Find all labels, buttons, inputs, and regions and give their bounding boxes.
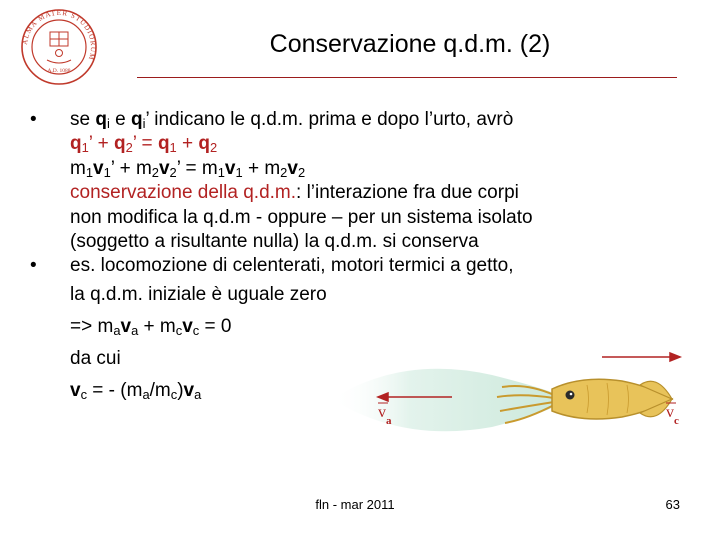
vc-letter: v: [666, 404, 674, 421]
text-span: : l’interazione fra due corpi: [296, 182, 519, 204]
text-span: ’ + m: [110, 157, 152, 179]
text-span: ’ =: [132, 133, 158, 155]
text-span: = - (m: [87, 379, 143, 401]
velocity-vector-vc: [602, 353, 680, 361]
equation-mass-velocity: [30, 157, 710, 181]
text-span: = 0: [199, 315, 232, 337]
bullet-1-line-5: non modifica la q.d.m - oppure – per un sistema isolato: [70, 206, 533, 228]
va-letter: v: [378, 404, 386, 421]
subscript: 2: [210, 140, 218, 156]
squid-eye: [566, 391, 575, 400]
subscript: 2: [297, 165, 306, 181]
subscript: i: [142, 116, 146, 132]
symbol-v: v: [183, 379, 195, 401]
slide-title: Conservazione q.d.m. (2): [269, 30, 551, 58]
subscript: c: [175, 323, 183, 339]
symbol-q: q: [70, 133, 82, 155]
university-seal-logo: [20, 8, 98, 86]
text-span: => m: [70, 315, 114, 337]
symbol-v: v: [224, 157, 236, 179]
bullet-2-line-1: [30, 254, 710, 278]
subscript: 2: [125, 140, 133, 156]
subscript: a: [142, 387, 150, 403]
symbol-v: v: [93, 157, 104, 179]
subscript: 1: [169, 140, 177, 156]
equation-momentum-vector: [30, 132, 710, 156]
text-span: + m: [242, 157, 281, 179]
subscript: i: [106, 116, 110, 132]
va-subscript: a: [386, 415, 392, 427]
text-span: es. locomozione di celenterati, motori termici a getto,: [70, 255, 514, 277]
subscript: 1: [217, 165, 225, 181]
symbol-v: v: [70, 379, 81, 401]
subscript: c: [192, 323, 200, 339]
conservation-label: conservazione della q.d.m.: [70, 182, 297, 204]
seal-ring-text: ALMA MATER STUDIORUM: [20, 8, 98, 62]
subscript: c: [80, 387, 88, 403]
text-span: ): [177, 379, 184, 401]
text-span: m: [70, 157, 86, 179]
conservation-statement-line: [30, 181, 710, 205]
seal-inner-text: A.D. 1088: [47, 68, 71, 74]
subscript: 1: [235, 165, 243, 181]
bullet-marker: •: [30, 255, 37, 277]
symbol-q: q: [113, 133, 126, 155]
symbol-q: q: [95, 109, 107, 130]
subscript: a: [113, 323, 121, 339]
bullet-2-line-2: la q.d.m. iniziale è uguale zero: [70, 283, 327, 305]
text-span: e: [109, 109, 131, 130]
text-span: ’ +: [88, 133, 114, 155]
text-span: + m: [138, 315, 176, 337]
subscript: 2: [280, 165, 288, 181]
symbol-q: q: [130, 109, 143, 130]
subscript: 1: [81, 140, 89, 156]
university-seal-icon: [20, 8, 98, 86]
text-span: ’ indicano le q.d.m. prima e dopo l’urto, avrò: [145, 109, 514, 130]
squid-drawing: [322, 335, 720, 463]
symbol-v: v: [287, 157, 298, 179]
bullet-1-line-6: (soggetto a risultante nulla) la q.d.m. si conserva: [70, 231, 479, 253]
subscript: c: [170, 387, 178, 403]
page-number: 63: [665, 497, 680, 512]
water-jet: [332, 369, 554, 432]
footer-course-label: fln - mar 2011: [315, 497, 395, 512]
title-divider: [137, 77, 677, 78]
subscript: 1: [85, 165, 94, 181]
symbol-v: v: [120, 315, 132, 337]
vc-subscript: c: [674, 415, 679, 427]
symbol-q: q: [198, 133, 210, 155]
text-span: /m: [149, 379, 171, 401]
subscript: a: [131, 323, 139, 339]
subscript: 2: [151, 165, 159, 181]
bullet-marker: •: [30, 109, 37, 130]
text-span: +: [176, 133, 199, 155]
bullet-2-line-4: da cui: [70, 347, 121, 369]
subscript: a: [194, 387, 202, 403]
squid-jet-illustration: [322, 335, 720, 463]
symbol-v: v: [158, 157, 170, 179]
subscript: 2: [169, 165, 177, 181]
symbol-q: q: [157, 133, 170, 155]
text-span: se: [70, 109, 96, 130]
bullet-1-line-1: [30, 108, 710, 132]
text-span: ’ = m: [176, 157, 218, 179]
subscript: 1: [103, 165, 111, 181]
symbol-v: v: [182, 315, 193, 337]
vc-arrow-label: [666, 403, 679, 427]
